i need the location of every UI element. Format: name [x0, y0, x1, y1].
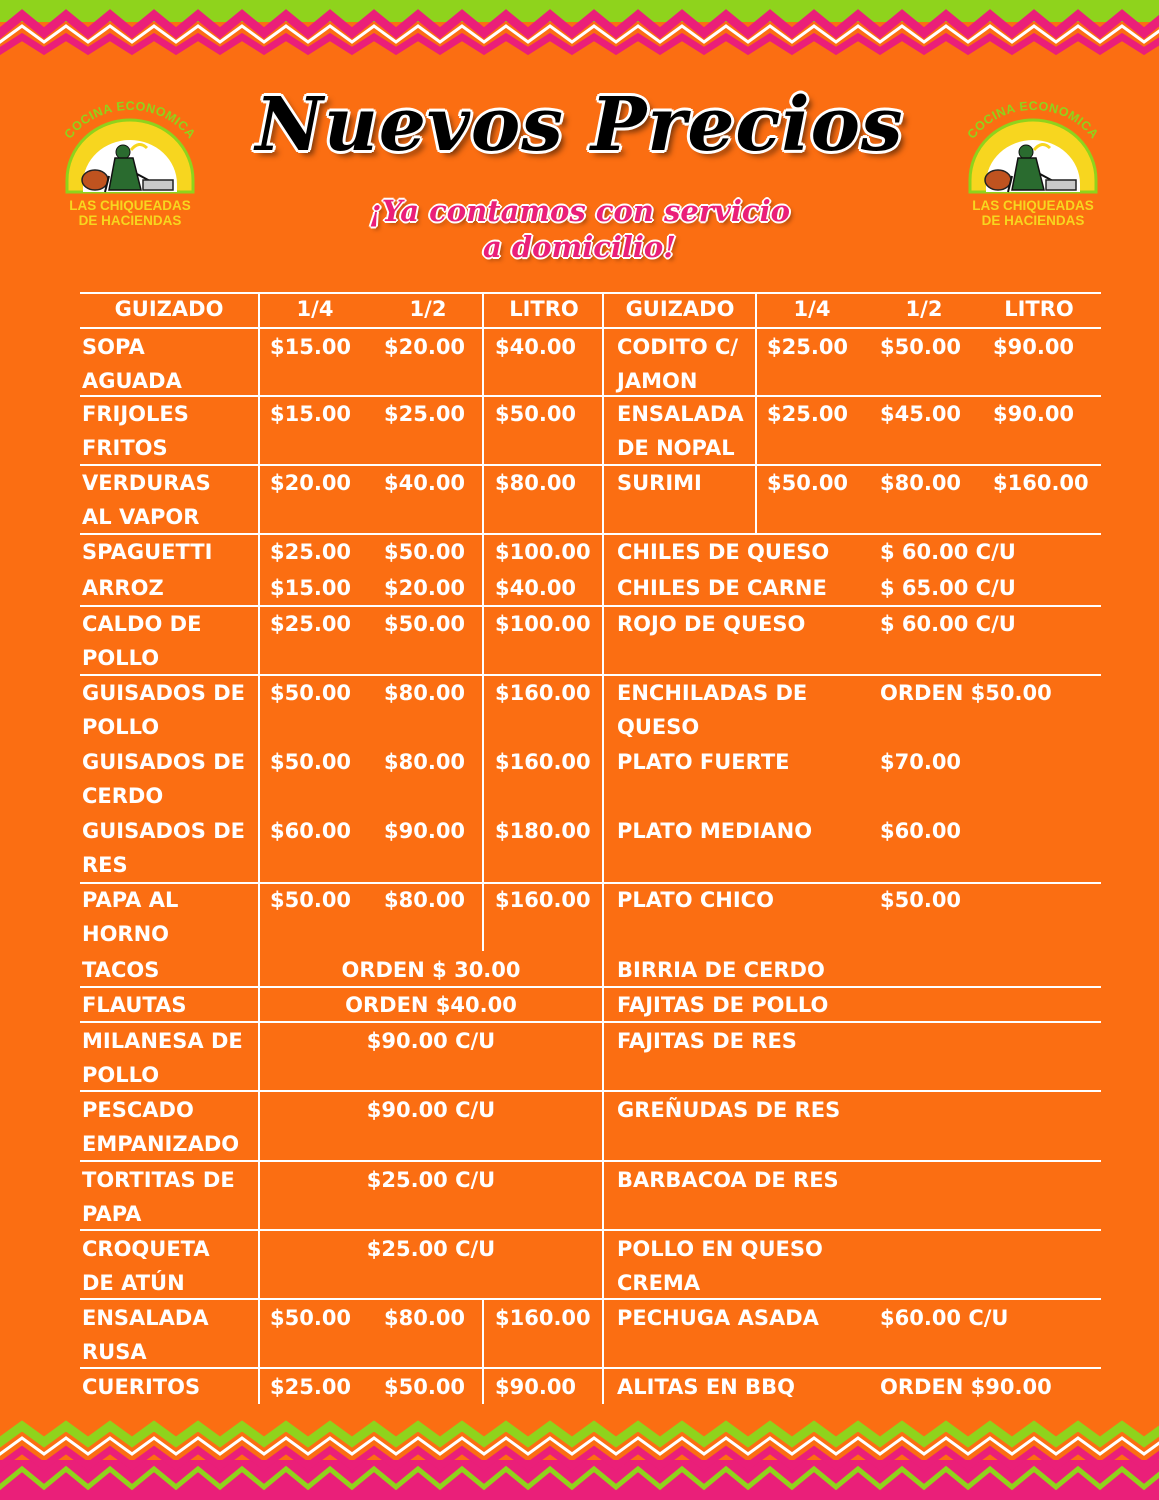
item-name: FAJITAS DE RES: [617, 1029, 797, 1053]
table-rule: [604, 1021, 1101, 1023]
table-rule: [604, 605, 1101, 607]
subtitle-line2: a domicilio!: [483, 230, 676, 264]
item-price: $ 60.00 C/U: [880, 540, 1016, 564]
item-name: VERDURAS AL VAPOR: [82, 471, 211, 529]
item-name: FAJITAS DE POLLO: [617, 993, 829, 1017]
price-half: $80.00: [384, 681, 466, 705]
price-liter: $90.00: [993, 335, 1075, 359]
table-rule: [80, 292, 1101, 294]
table-rule: [80, 327, 1101, 329]
price-quarter: $20.00: [270, 471, 352, 495]
header-cell: 1/4: [296, 297, 334, 321]
table-rule: [80, 395, 604, 397]
price-half: $50.00: [384, 1375, 466, 1399]
logo-top-text: COCINA ECONOMICA: [964, 100, 1102, 142]
item-price: $50.00: [880, 888, 962, 912]
header-cell: GUIZADO: [114, 297, 224, 321]
item-price: ORDEN $90.00: [880, 1375, 1052, 1399]
item-name: ENSALADA DE NOPAL: [617, 402, 744, 460]
item-name: MILANESA DE POLLO: [82, 1029, 243, 1087]
item-name: GUISADOS DE RES: [82, 819, 245, 877]
price-liter: $100.00: [495, 540, 591, 564]
item-name: PLATO FUERTE: [617, 750, 790, 774]
item-name: PECHUGA ASADA: [617, 1306, 819, 1330]
table-rule: [258, 292, 260, 1404]
table-rule: [604, 464, 1101, 466]
item-name: ARROZ: [82, 576, 164, 600]
subtitle-line1: ¡Ya contamos con servicio: [369, 194, 790, 228]
price-half: $25.00: [384, 402, 466, 426]
item-name: TACOS: [82, 958, 160, 982]
price-quarter: $25.00: [767, 402, 849, 426]
price-liter: $90.00: [993, 402, 1075, 426]
price-half: $80.00: [880, 471, 962, 495]
price-half: $20.00: [384, 335, 466, 359]
logo-bottom-line2: DE HACIENDAS: [78, 213, 182, 228]
price-quarter: $50.00: [270, 750, 352, 774]
item-price: $70.00: [880, 750, 962, 774]
price-quarter: $60.00: [270, 819, 352, 843]
table-rule: [604, 1090, 1101, 1092]
price-liter: $50.00: [495, 402, 577, 426]
price-liter: $160.00: [495, 681, 591, 705]
table-rule: [80, 1298, 604, 1300]
table-rule: [80, 1367, 604, 1369]
item-name: ALITAS EN BBQ: [617, 1375, 795, 1399]
table-rule: [604, 1367, 1101, 1369]
item-name: BARBACOA DE RES: [617, 1168, 839, 1192]
item-name: PESCADO EMPANIZADO: [82, 1098, 240, 1156]
item-price: $60.00 C/U: [880, 1306, 1009, 1330]
table-rule: [604, 674, 1101, 676]
item-price: $ 65.00 C/U: [880, 576, 1016, 600]
price-quarter: $50.00: [270, 681, 352, 705]
header-cell: GUIZADO: [625, 297, 735, 321]
item-name: CHILES DE QUESO: [617, 540, 830, 564]
price-liter: $80.00: [495, 471, 577, 495]
price-liter: $90.00: [495, 1375, 577, 1399]
item-price: ORDEN $40.00: [345, 993, 517, 1017]
item-price: ORDEN $50.00: [880, 681, 1052, 705]
price-liter: $180.00: [495, 819, 591, 843]
table-rule: [604, 533, 1101, 535]
item-name: PLATO CHICO: [617, 888, 774, 912]
item-name: CALDO DE POLLO: [82, 612, 202, 670]
price-quarter: $25.00: [767, 335, 849, 359]
item-price: $90.00 C/U: [366, 1098, 496, 1122]
price-liter: $40.00: [495, 335, 577, 359]
table-rule: [755, 292, 757, 533]
price-liter: $40.00: [495, 576, 577, 600]
logo-bottom-line1: LAS CHIQUEADAS: [972, 198, 1094, 213]
table-rule: [604, 395, 1101, 397]
price-quarter: $25.00: [270, 612, 352, 636]
price-quarter: $50.00: [767, 471, 849, 495]
header-cell: 1/2: [409, 297, 447, 321]
item-name: SOPA AGUADA: [82, 335, 182, 393]
price-half: $50.00: [384, 540, 466, 564]
table-rule: [602, 292, 604, 1404]
price-half: $45.00: [880, 402, 962, 426]
item-name: FLAUTAS: [82, 993, 187, 1017]
price-quarter: $25.00: [270, 1375, 352, 1399]
price-half: $50.00: [880, 335, 962, 359]
table-rule: [80, 1160, 604, 1162]
item-price: ORDEN $ 30.00: [341, 958, 521, 982]
logo-bottom-line2: DE HACIENDAS: [981, 213, 1085, 228]
price-half: $80.00: [384, 888, 466, 912]
table-rule: [80, 986, 604, 988]
price-quarter: $50.00: [270, 1306, 352, 1330]
table-rule: [604, 1298, 1101, 1300]
header-cell: 1/2: [905, 297, 943, 321]
table-rule: [80, 1229, 604, 1231]
table-rule: [80, 605, 604, 607]
price-liter: $160.00: [495, 1306, 591, 1330]
table-rule: [80, 533, 604, 535]
table-rule: [482, 1300, 484, 1404]
price-half: $80.00: [384, 1306, 466, 1330]
page-title: Nuevos Precios: [255, 82, 904, 168]
logo-top-text: COCINA ECONOMICA: [61, 100, 199, 142]
item-name: ENCHILADAS DE QUESO: [617, 681, 808, 739]
item-name: ENSALADA RUSA: [82, 1306, 209, 1364]
header-cell: LITRO: [509, 297, 579, 321]
table-rule: [80, 1021, 604, 1023]
price-liter: $160.00: [495, 750, 591, 774]
item-name: PLATO MEDIANO: [617, 819, 813, 843]
table-rule: [482, 292, 484, 605]
item-name: GREÑUDAS DE RES: [617, 1098, 841, 1122]
table-rule: [80, 882, 604, 884]
price-quarter: $25.00: [270, 540, 352, 564]
item-name: GUISADOS DE POLLO: [82, 681, 245, 739]
item-name: GUISADOS DE CERDO: [82, 750, 245, 808]
item-price: $25.00 C/U: [366, 1168, 496, 1192]
table-rule: [80, 1090, 604, 1092]
table-rule: [604, 1229, 1101, 1231]
item-name: ROJO DE QUESO: [617, 612, 806, 636]
item-price: $ 60.00 C/U: [880, 612, 1016, 636]
table-rule: [604, 1160, 1101, 1162]
item-name: CODITO C/ JAMON: [617, 335, 739, 393]
item-price: $90.00 C/U: [366, 1029, 496, 1053]
logo-bottom-line1: LAS CHIQUEADAS: [69, 198, 191, 213]
price-quarter: $15.00: [270, 402, 352, 426]
item-name: PAPA AL HORNO: [82, 888, 179, 946]
table-rule: [80, 464, 604, 466]
table-rule: [604, 986, 1101, 988]
item-name: SPAGUETTI: [82, 540, 213, 564]
item-name: FRIJOLES FRITOS: [82, 402, 189, 460]
price-half: $90.00: [384, 819, 466, 843]
price-liter: $160.00: [993, 471, 1089, 495]
item-name: TORTITAS DE PAPA: [82, 1168, 235, 1226]
item-name: POLLO EN QUESO CREMA: [617, 1237, 823, 1295]
item-name: SURIMI: [617, 471, 702, 495]
price-liter: $160.00: [495, 888, 591, 912]
price-quarter: $50.00: [270, 888, 352, 912]
table-rule: [604, 882, 1101, 884]
price-quarter: $15.00: [270, 335, 352, 359]
item-price: $60.00: [880, 819, 962, 843]
item-name: BIRRIA DE CERDO: [617, 958, 825, 982]
header-cell: LITRO: [1004, 297, 1074, 321]
table-rule: [80, 674, 604, 676]
price-liter: $100.00: [495, 612, 591, 636]
price-half: $40.00: [384, 471, 466, 495]
item-name: CROQUETA DE ATÚN: [82, 1237, 210, 1295]
item-name: CHILES DE CARNE: [617, 576, 827, 600]
price-half: $20.00: [384, 576, 466, 600]
header-cell: 1/4: [793, 297, 831, 321]
table-rule: [482, 607, 484, 951]
price-half: $50.00: [384, 612, 466, 636]
price-half: $80.00: [384, 750, 466, 774]
price-quarter: $15.00: [270, 576, 352, 600]
item-price: $25.00 C/U: [366, 1237, 496, 1261]
item-name: CUERITOS: [82, 1375, 201, 1399]
